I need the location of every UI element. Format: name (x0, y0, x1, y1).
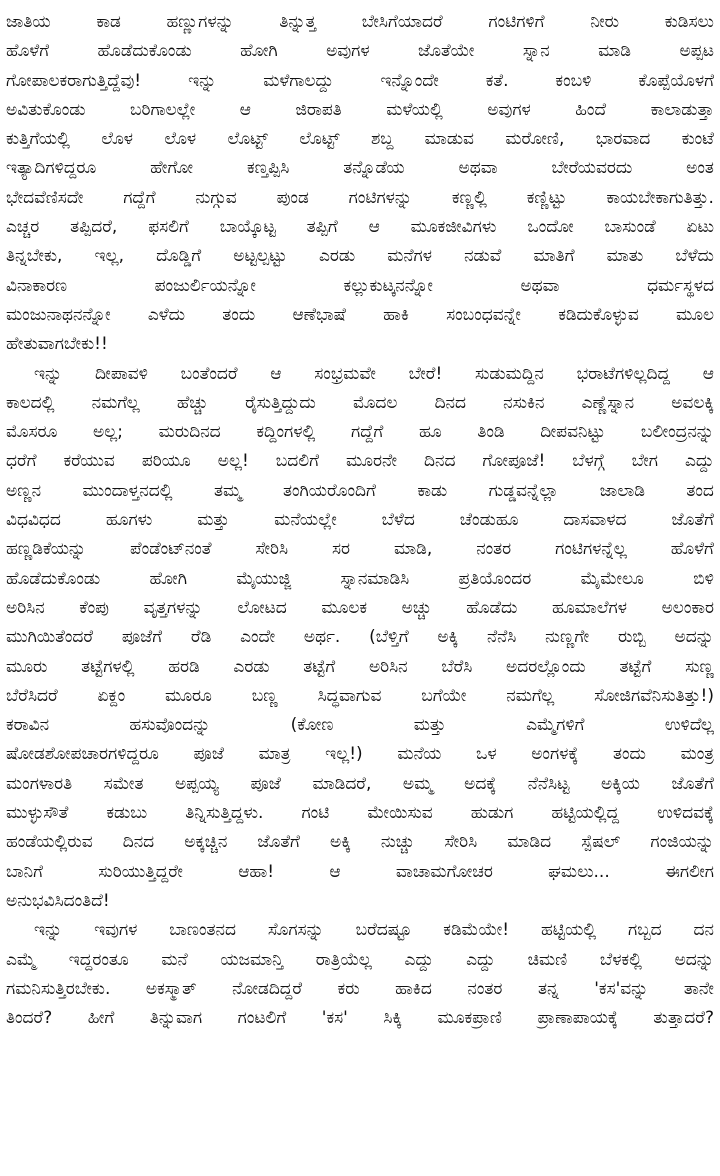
text-line: ಜಾತಿಯ ಕಾಡ ಹಣ್ಣುಗಳನ್ನು ತಿನ್ನುತ್ತ ಬೇಸಿಗೆಯಾದರೆ ಗಂಟಿಗಳಿಗೆ ನೀರು ಕುಡಿಸಲು (6, 12, 714, 32)
text-line: ಹೊಡೆದುಕೊಂಡು ಹೋಗಿ ಮೈಯುಜ್ಜಿ ಸ್ನಾನಮಾಡಿಸಿ ಪ್ರತಿಯೊಂದರ ಮೈಮೇಲೂ ಬಿಳಿ (6, 568, 714, 589)
paragraph (6, 916, 714, 1033)
text-line: ಮೂರು ತಟ್ಟೆಗಳಲ್ಲಿ ಹರಡಿ ಎರಡು ತಟ್ಟೆಗೆ ಅರಿಸಿನ ಬೆರೆಸಿ ಅದರಲ್ಲೊಂದು ತಟ್ಟೆಗೆ ಸುಣ್ಣ (6, 656, 714, 677)
text-line: ಮೊಸರೂ ಅಲ್ಲ; ಮರುದಿನದ ಕದ್ದಿಂಗಳಲ್ಲಿ ಗದ್ದೆಗೆ ಹೂ ತಿಂಡಿ ದೀಪವನಿಟ್ಟು ಬಲೀಂದ್ರನನ್ನು (6, 422, 714, 443)
document-page (6, 8, 714, 1170)
text-line: ಇತ್ಯಾದಿಗಳಿದ್ದರೂ ಹೇಗೋ ಕಣ್ತಪ್ಪಿಸಿ ತನ್ನೊಡೆಯ ಅಥವಾ ಬೇರೆಯವರದು ಅಂತ (6, 158, 714, 179)
text-line: ಮುಗಿಯಿತೆಂದರೆ ಪೂಜೆಗೆ ರೆಡಿ ಎಂದೇ ಅರ್ಥ. (ಬೆಳ್ತಿಗೆ ಅಕ್ಕಿ ನೆನೆಸಿ ನುಣ್ಣಗೇ ರುಬ್ಬಿ ಅದನ್ನು (6, 627, 714, 648)
text-line: ಭೇದವೆಣಿಸದೇ ಗದ್ದೆಗೆ ನುಗ್ಗುವ ಪುಂಡ ಗಂಟಿಗಳನ್ನು ಕಣ್ಣಲ್ಲಿ ಕಣ್ಣಿಟ್ಟು ಕಾಯಬೇಕಾಗುತಿತ್ತು. (6, 187, 714, 208)
text-line: ಅನುಭವಿಸಿದಂತಿದೆ! (6, 890, 110, 911)
text-line: ತಿನ್ನಬೇಕು, ಇಲ್ಲ, ದೊಡ್ಡಿಗೆ ಅಟ್ಟಲ್ಪಟ್ಟು ಎರಡು ಮನೆಗಳ ನಡುವೆ ಮಾತಿಗೆ ಮಾತು ಬೆಳೆದು (6, 246, 714, 267)
text-line: ಮುಳ್ಳುಸೌತೆ ಕಡುಬು ತಿನ್ನಿಸುತ್ತಿದ್ದಳು. ಗಂಟಿ ಮೇಯಿಸುವ ಹುಡುಗ ಹಟ್ಟಿಯಲ್ಲಿದ್ದ ಉಳಿದವಕ್ಕೆ (6, 803, 714, 824)
text-line: ವಿಧವಿಧದ ಹೂಗಳು ಮತ್ತು ಮನೆಯಲ್ಲೇ ಬೆಳೆದ ಚೆಂಡುಹೂ ದಾಸವಾಳದ ಜೊತೆಗೆ (6, 510, 714, 531)
text-line: ಮಂಗಳಾರತಿ ಸಮೇತ ಅಪ್ಪಯ್ಯ ಪೂಜೆ ಮಾಡಿದರೆ, ಅಮ್ಮ ಅದಕ್ಕೆ ನೆನೆಸಿಟ್ಟ ಅಕ್ಕಿಯ ಜೊತೆಗೆ (6, 773, 714, 794)
text-line: ಹಣ್ಣಡಿಕೆಯನ್ನು ಪೆಂಡೆಂಟ್‌ನಂತೆ ಸೇರಿಸಿ ಸರ ಮಾಡಿ, ನಂತರ ಗಂಟಿಗಳನ್ನೆಲ್ಲ ಹೊಳೆಗೆ (6, 539, 714, 560)
text-line: ಅರಿಸಿನ ಕೆಂಪು ವೃತ್ತಗಳನ್ನು ಲೋಟದ ಮೂಲಕ ಅಚ್ಚು ಹೊಡೆದು ಹೂಮಾಲೆಗಳ ಅಲಂಕಾರ (6, 597, 714, 618)
text-line: ಬೆರೆಸಿದರೆ ಏಕ್ದಂ ಮೂರೂ ಬಣ್ಣ ಸಿದ್ಧವಾಗುವ ಬಗೆಯೇ ನಮಗೆಲ್ಲ ಸೋಜಿಗವೆನಿಸುತಿತ್ತು!) (6, 685, 714, 706)
paragraph (6, 8, 714, 360)
text-line: ಕುತ್ತಿಗೆಯಲ್ಲಿ ಲೊಳ ಲೊಳ ಲೊಟ್ಟ್ ಲೊಟ್ಟ್ ಶಬ್ದ ಮಾಡುವ ಮರೋಣಿ, ಭಾರವಾದ ಕುಂಟೆ (6, 129, 714, 150)
text-line: ಹೇತುವಾಗಬೇಕು!! (6, 334, 108, 355)
text-line: ಗೋಪಾಲಕರಾಗುತ್ತಿದ್ದೆವು! ಇನ್ನು ಮಳೆಗಾಲದ್ದು ಇನ್ನೊಂದೇ ಕತೆ. ಕಂಬಳಿ ಕೊಪ್ಪೆಯೊಳಗೆ (6, 70, 714, 91)
text-line: ವಿನಾಕಾರಣ ಪಂಜುರ್ಲಿಯನ್ನೋ ಕಲ್ಲುಕುಟ್ಕನನ್ನೋ ಅಥವಾ ಧರ್ಮಸ್ಥಳದ (6, 275, 714, 296)
text-line: ಮಂಜುನಾಥನನ್ನೋ ಎಳೆದು ತಂದು ಆಣೆಭಾಷೆ ಹಾಕಿ ಸಂಬಂಧವನ್ನೇ ಕಡಿದುಕೊಳ್ಳುವ ಮೂಲ (6, 304, 714, 325)
paragraph (6, 360, 714, 917)
text-line: ಎಮ್ಮೆ ಇದ್ದರಂತೂ ಮನೆ ಯಜಮಾನ್ತಿ ರಾತ್ರಿಯೆಲ್ಲ ಎದ್ದು ಎದ್ದು ಚಿಮಣಿ ಬೆಳಕಲ್ಲಿ ಅದನ್ನು (6, 949, 714, 970)
text-line: ಕರಾವಿನ ಹಸುವೊಂದನ್ನು (ಕೋಣ ಮತ್ತು ಎಮ್ಮೆಗಳಿಗೆ ಉಳಿದೆಲ್ಲ (6, 715, 714, 736)
text-line: ಹೊಳೆಗೆ ಹೊಡೆದುಕೊಂಡು ಹೋಗಿ ಅವುಗಳ ಜೊತೆಯೇ ಸ್ನಾನ ಮಾಡಿ ಅಪ್ಪಟ (6, 41, 714, 62)
text-line: ಧರೆಗೆ ಕರೆಯುವ ಪರಿಯೂ ಅಲ್ಲ! ಬದಲಿಗೆ ಮೂರನೇ ದಿನದ ಗೋಪೂಜೆ! ಬೆಳಗ್ಗೆ ಬೇಗ ಎದ್ದು (6, 451, 714, 472)
text-line: ತಿಂದರೆ? ಹೀಗೆ ತಿನ್ನುವಾಗ ಗಂಟಲಿಗೆ 'ಕಸ' ಸಿಕ್ಕಿ ಮೂಕಪ್ರಾಣಿ ಪ್ರಾಣಾಪಾಯಕ್ಕೆ ತುತ್ತಾದರೆ? (6, 1008, 714, 1029)
text-line: ಇನ್ನು ದೀಪಾವಳಿ ಬಂತೆಂದರೆ ಆ ಸಂಭ್ರಮವೇ ಬೇರೆ! ಸುಡುಮದ್ದಿನ ಭರಾಟೆಗಳಿಲ್ಲದಿದ್ದ ಆ (34, 363, 714, 384)
text-line: ಕಾಲದಲ್ಲಿ ನಮಗೆಲ್ಲ ಹೆಚ್ಚು ರೈಸುತ್ತಿದ್ದುದು ಮೊದಲ ದಿನದ ನಸುಕಿನ ಎಣ್ಣೆಸ್ನಾನ ಅವಲಕ್ಕಿ (6, 392, 714, 413)
text-line: ಇನ್ನು ಇವುಗಳ ಬಾಣಂತನದ ಸೊಗಸನ್ನು ಬರೆದಷ್ಟೂ ಕಡಿಮೆಯೇ! ಹಟ್ಟಿಯಲ್ಲಿ ಗಬ್ಬದ ದನ (34, 920, 714, 941)
text-line: ಷೋಡಶೋಪಚಾರಗಳಿದ್ದರೂ ಪೂಜೆ ಮಾತ್ರ ಇಲ್ಲ!) ಮನೆಯ ಒಳ ಅಂಗಳಕ್ಕೆ ತಂದು ಮಂತ್ರ (6, 744, 714, 765)
text-line: ಎಚ್ಚರ ತಪ್ಪಿದರೆ, ಫಸಲಿಗೆ ಬಾಯ್ಕೊಟ್ಟ ತಪ್ಪಿಗೆ ಆ ಮೂಕಜೀವಿಗಳು ಒಂದೋ ಬಾಸುಂಡೆ ಏಟು (6, 217, 714, 238)
text-line: ಬಾನಿಗೆ ಸುರಿಯುತ್ತಿದ್ದರೇ ಆಹಾ! ಆ ವಾಚಾಮಗೋಚರ ಘಮಲು... ಈಗಲೀಗ (6, 861, 714, 882)
text-line: ಗಮನಿಸುತ್ತಿರಬೇಕು. ಅಕಸ್ಮಾತ್ ನೋಡದಿದ್ದರೆ ಕರು ಹಾಕಿದ ನಂತರ ತನ್ನ 'ಕಸ'ವನ್ನು ತಾನೇ (6, 978, 714, 999)
text-line: ಹಂಡೆಯಲ್ಲಿರುವ ದಿನದ ಅಕ್ಕಚ್ಚಿನ ಜೊತೆಗೆ ಅಕ್ಕಿ ನುಚ್ಚು ಸೇರಿಸಿ ಮಾಡಿದ ಸ್ಪೆಷಲ್ ಗಂಜಿಯನ್ನು (6, 832, 714, 853)
text-line: ಅಣ್ಣನ ಮುಂದಾಳ್ತನದಲ್ಲಿ ತಮ್ಮ ತಂಗಿಯರೊಂದಿಗೆ ಕಾಡು ಗುಡ್ಡವನ್ನೆಲ್ಲಾ ಜಾಲಾಡಿ ತಂದ (6, 480, 714, 501)
text-line: ಅವಿತುಕೊಂಡು ಬರಿಗಾಲಲ್ಲೇ ಆ ಜಿರಾಪತಿ ಮಳೆಯಲ್ಲಿ ಅವುಗಳ ಹಿಂದೆ ಕಾಲಾಡುತ್ತಾ (6, 99, 714, 120)
